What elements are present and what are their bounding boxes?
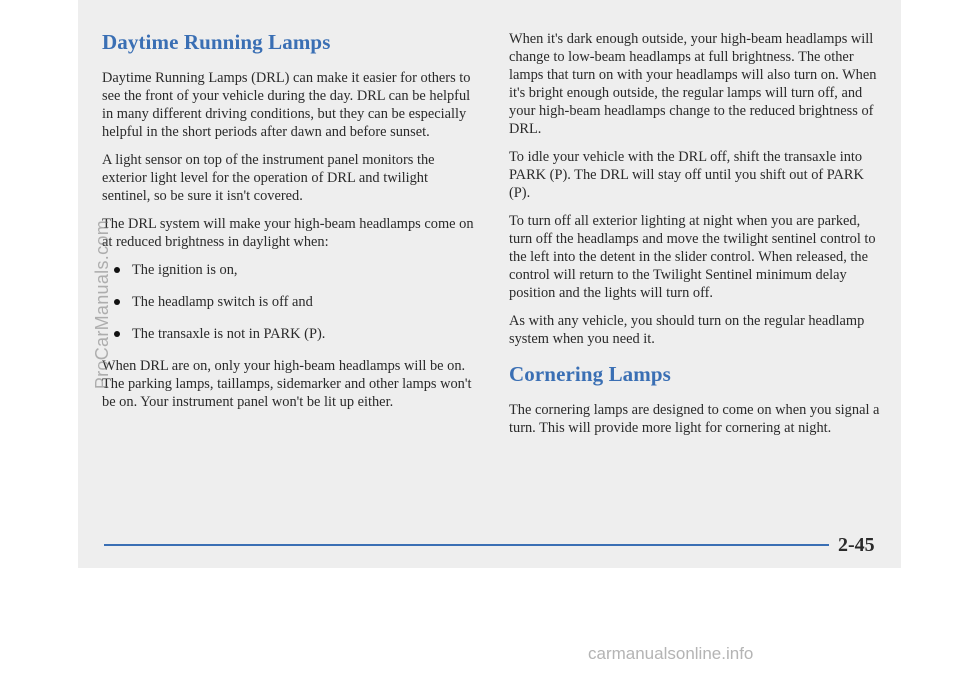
left-column [102,30,477,421]
paragraph-regular-headlamps: As with any vehicle, you should turn on the regular headlamp system when you need it. [509,313,865,347]
list-item [102,293,477,311]
bullet-icon [114,331,120,337]
footer-rule [104,544,829,546]
bullet-icon [114,299,120,305]
side-watermark: ProCarManuals.com [92,220,112,390]
paragraph-cornering: The cornering lamps are designed to come on when you signal a turn. This will provide more light for cornering at night. [509,402,880,436]
bottom-watermark: carmanualsonline.info [588,644,754,663]
list-item-text: The transaxle is not in PARK (P). [132,326,326,342]
paragraph-dark-outside: When it's dark enough outside, your high-beam headlamps will change to low-beam headlamps at full brightness. The other lamps that turn on with your headlamps will also turn on. When it's bright enough outside, the regular lamps will turn off, and your high-beam headlamps change to the reduced brightness of DRL. [509,31,877,137]
heading-cornering-lamps: Cornering Lamps [509,362,671,386]
paragraph-drl-intro: Daytime Running Lamps (DRL) can make it easier for others to see the front of your vehicle during the day. DRL can be helpful in many different driving conditions, but they can be especially helpful in the short periods after dawn and before sunset. [102,70,471,140]
paragraph-idle-drl-off: To idle your vehicle with the DRL off, shift the transaxle into PARK (P). The DRL will stay off until you shift out of PARK (P). [509,149,864,201]
page-number: 2-45 [838,534,875,556]
list-item-text: The headlamp switch is off and [132,294,313,310]
paragraph-drl-conditions: The DRL system will make your high-beam headlamps come on at reduced brightness in daylight when: [102,216,474,250]
list-item-text: The ignition is on, [132,262,238,278]
bullet-icon [114,267,120,273]
list-item [102,261,477,279]
list-item [102,325,477,343]
paragraph-drl-on: When DRL are on, only your high-beam headlamps will be on. The parking lamps, taillamps, sidemarker and other lamps won't be on. Your instrument panel won't be lit up either. [102,358,472,410]
heading-daytime-running-lamps: Daytime Running Lamps [102,30,331,54]
right-column [509,30,884,447]
paragraph-turn-off-lighting: To turn off all exterior lighting at night when you are parked, turn off the headlamps and move the twilight sentinel control to the left into the detent in the slider control. When released, the control will return to the Twilight Sentinel minimum delay position and the lights will turn off. [509,213,876,301]
conditions-list [102,261,477,343]
paragraph-light-sensor: A light sensor on top of the instrument panel monitors the exterior light level for the operation of DRL and twilight sentinel, so be sure it isn't covered. [102,152,435,204]
